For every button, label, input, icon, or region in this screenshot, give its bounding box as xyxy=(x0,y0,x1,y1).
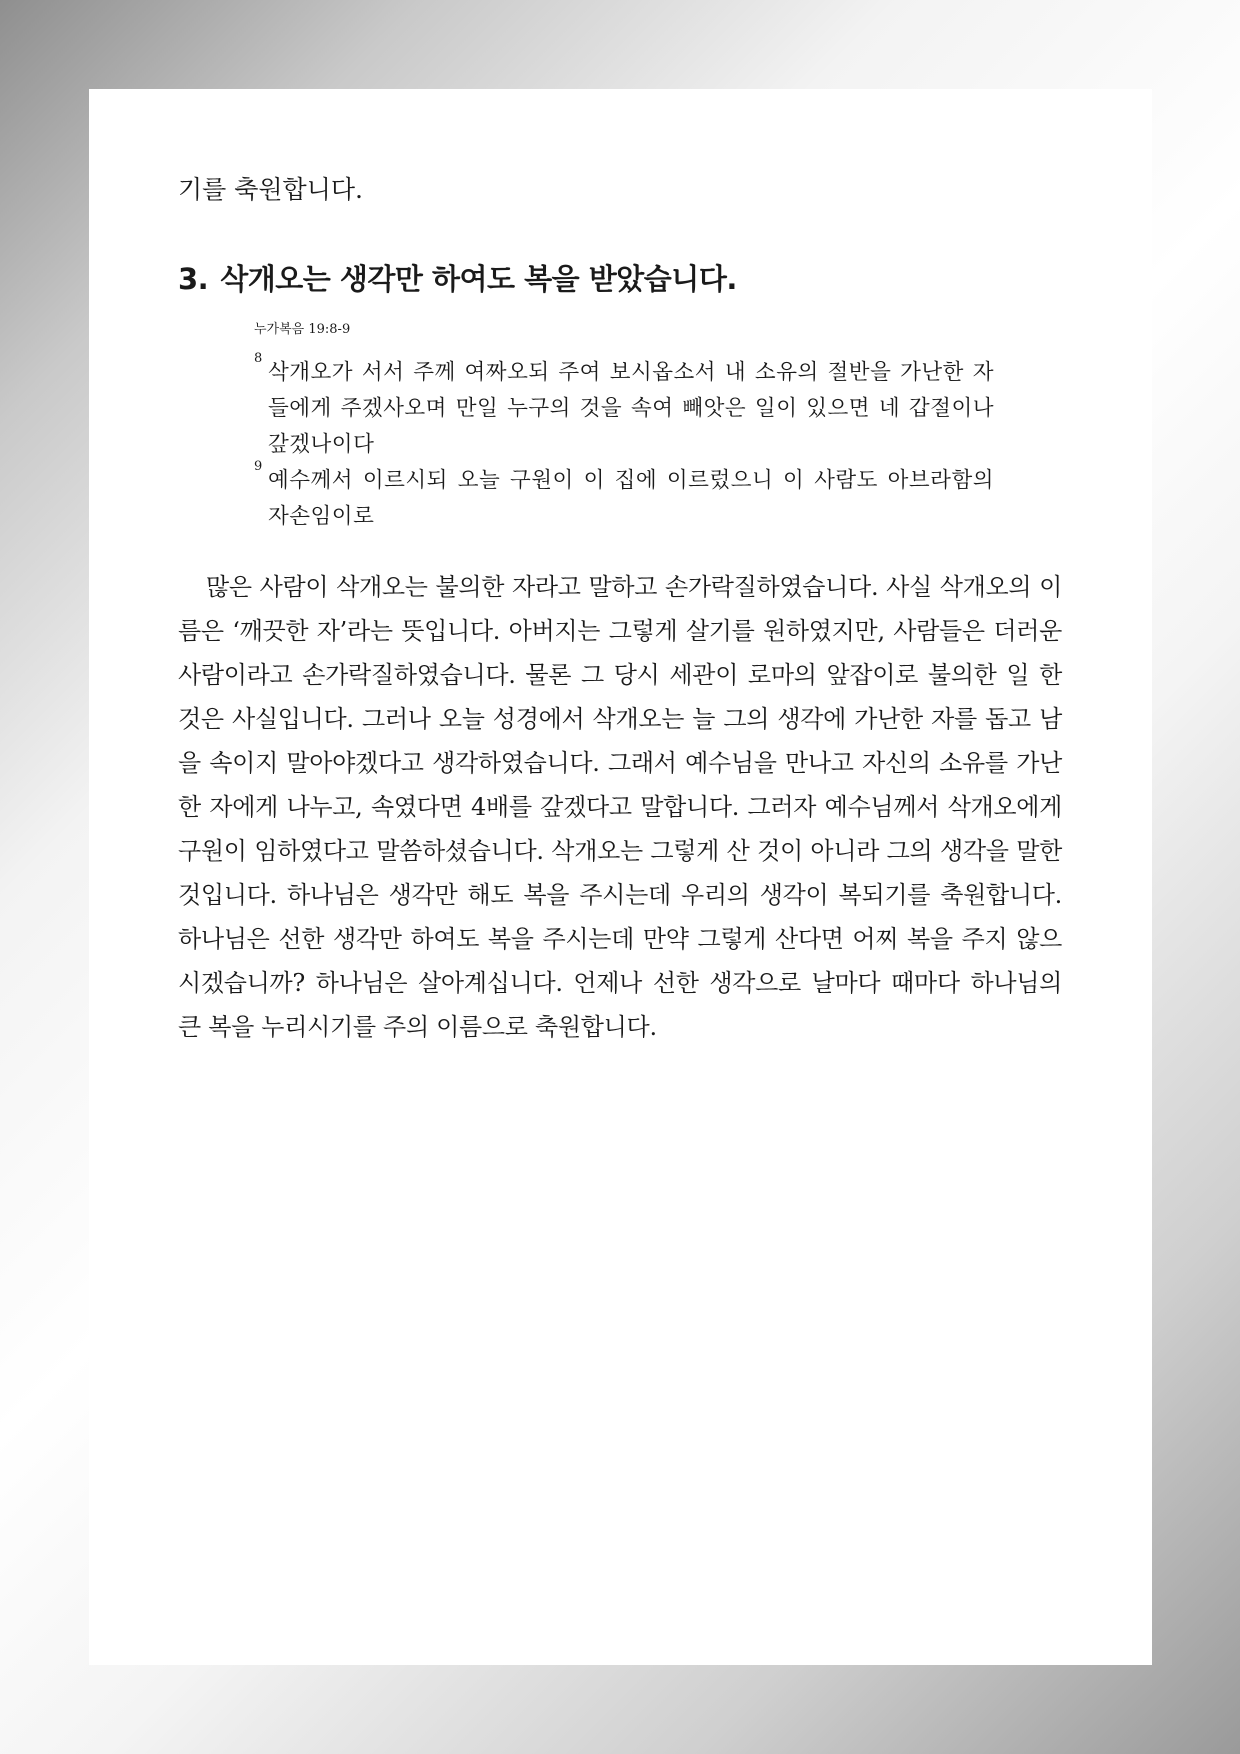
scripture-reference: 누가복음 19:8-9 xyxy=(254,322,351,337)
scripture-block xyxy=(254,321,994,535)
document-page xyxy=(89,89,1152,1665)
section-heading xyxy=(178,259,737,299)
verse-text: 삭개오가 서서 주께 여짜오되 주여 보시옵소서 내 소유의 절반을 가난한 자들에게 주겠사오며 만일 누구의 것을 속여 빼앗은 일이 있으면 네 갑절이나 갚겠나이다 xyxy=(268,360,994,457)
verse-number: 8 xyxy=(254,351,263,366)
body-paragraph: 많은 사람이 삭개오는 불의한 자라고 말하고 손가락질하였습니다. 사실 삭개오의 이름은 ‘깨끗한 자’라는 뜻입니다. 아버지는 그렇게 살기를 원하였지만, 사람들은 더러운 사람이라고 손가락질하였습니다. 물론 그 당시 세관이 로마의 앞잡이로 불의한 일 한 것은 사실입니다. 그러나 오늘 성경에서 삭개오는 늘 그의 생각에 가난한 자를 돕고 남을 속이지 말아야겠다고 생각하였습니다. 그래서 예수님을 만나고 자신의 소유를 가난한 자에게 나누고, 속였다면 4배를 갚겠다고 말합니다. 그러자 예수님께서 삭개오에게 구원이 임하였다고 말씀하셨습니다. 삭개오는 그렇게 산 것이 아니라 그의 생각을 말한 것입니다. 하나님은 생각만 해도 복을 주시는데 우리의 생각이 복되기를 축원합니다. 하나님은 선한 생각만 하여도 복을 주시는데 만약 그렇게 산다면 어찌 복을 주지 않으시겠습니까? 하나님은 살아계십니다. 언제나 선한 생각으로 날마다 때마다 하나님의 큰 복을 누리시기를 주의 이름으로 축원합니다. xyxy=(178,573,1062,1041)
verse-text: 예수께서 이르시되 오늘 구원이 이 집에 이르렀으니 이 사람도 아브라함의 자손임이로 xyxy=(268,468,994,529)
verse-9 xyxy=(254,459,994,535)
verse-8 xyxy=(254,351,994,463)
continued-text-line: 기를 축원합니다. xyxy=(178,175,363,204)
section-title: 삭개오는 생각만 하여도 복을 받았습니다. xyxy=(220,262,737,296)
verse-number: 9 xyxy=(254,459,263,474)
section-number: 3. xyxy=(178,262,209,296)
